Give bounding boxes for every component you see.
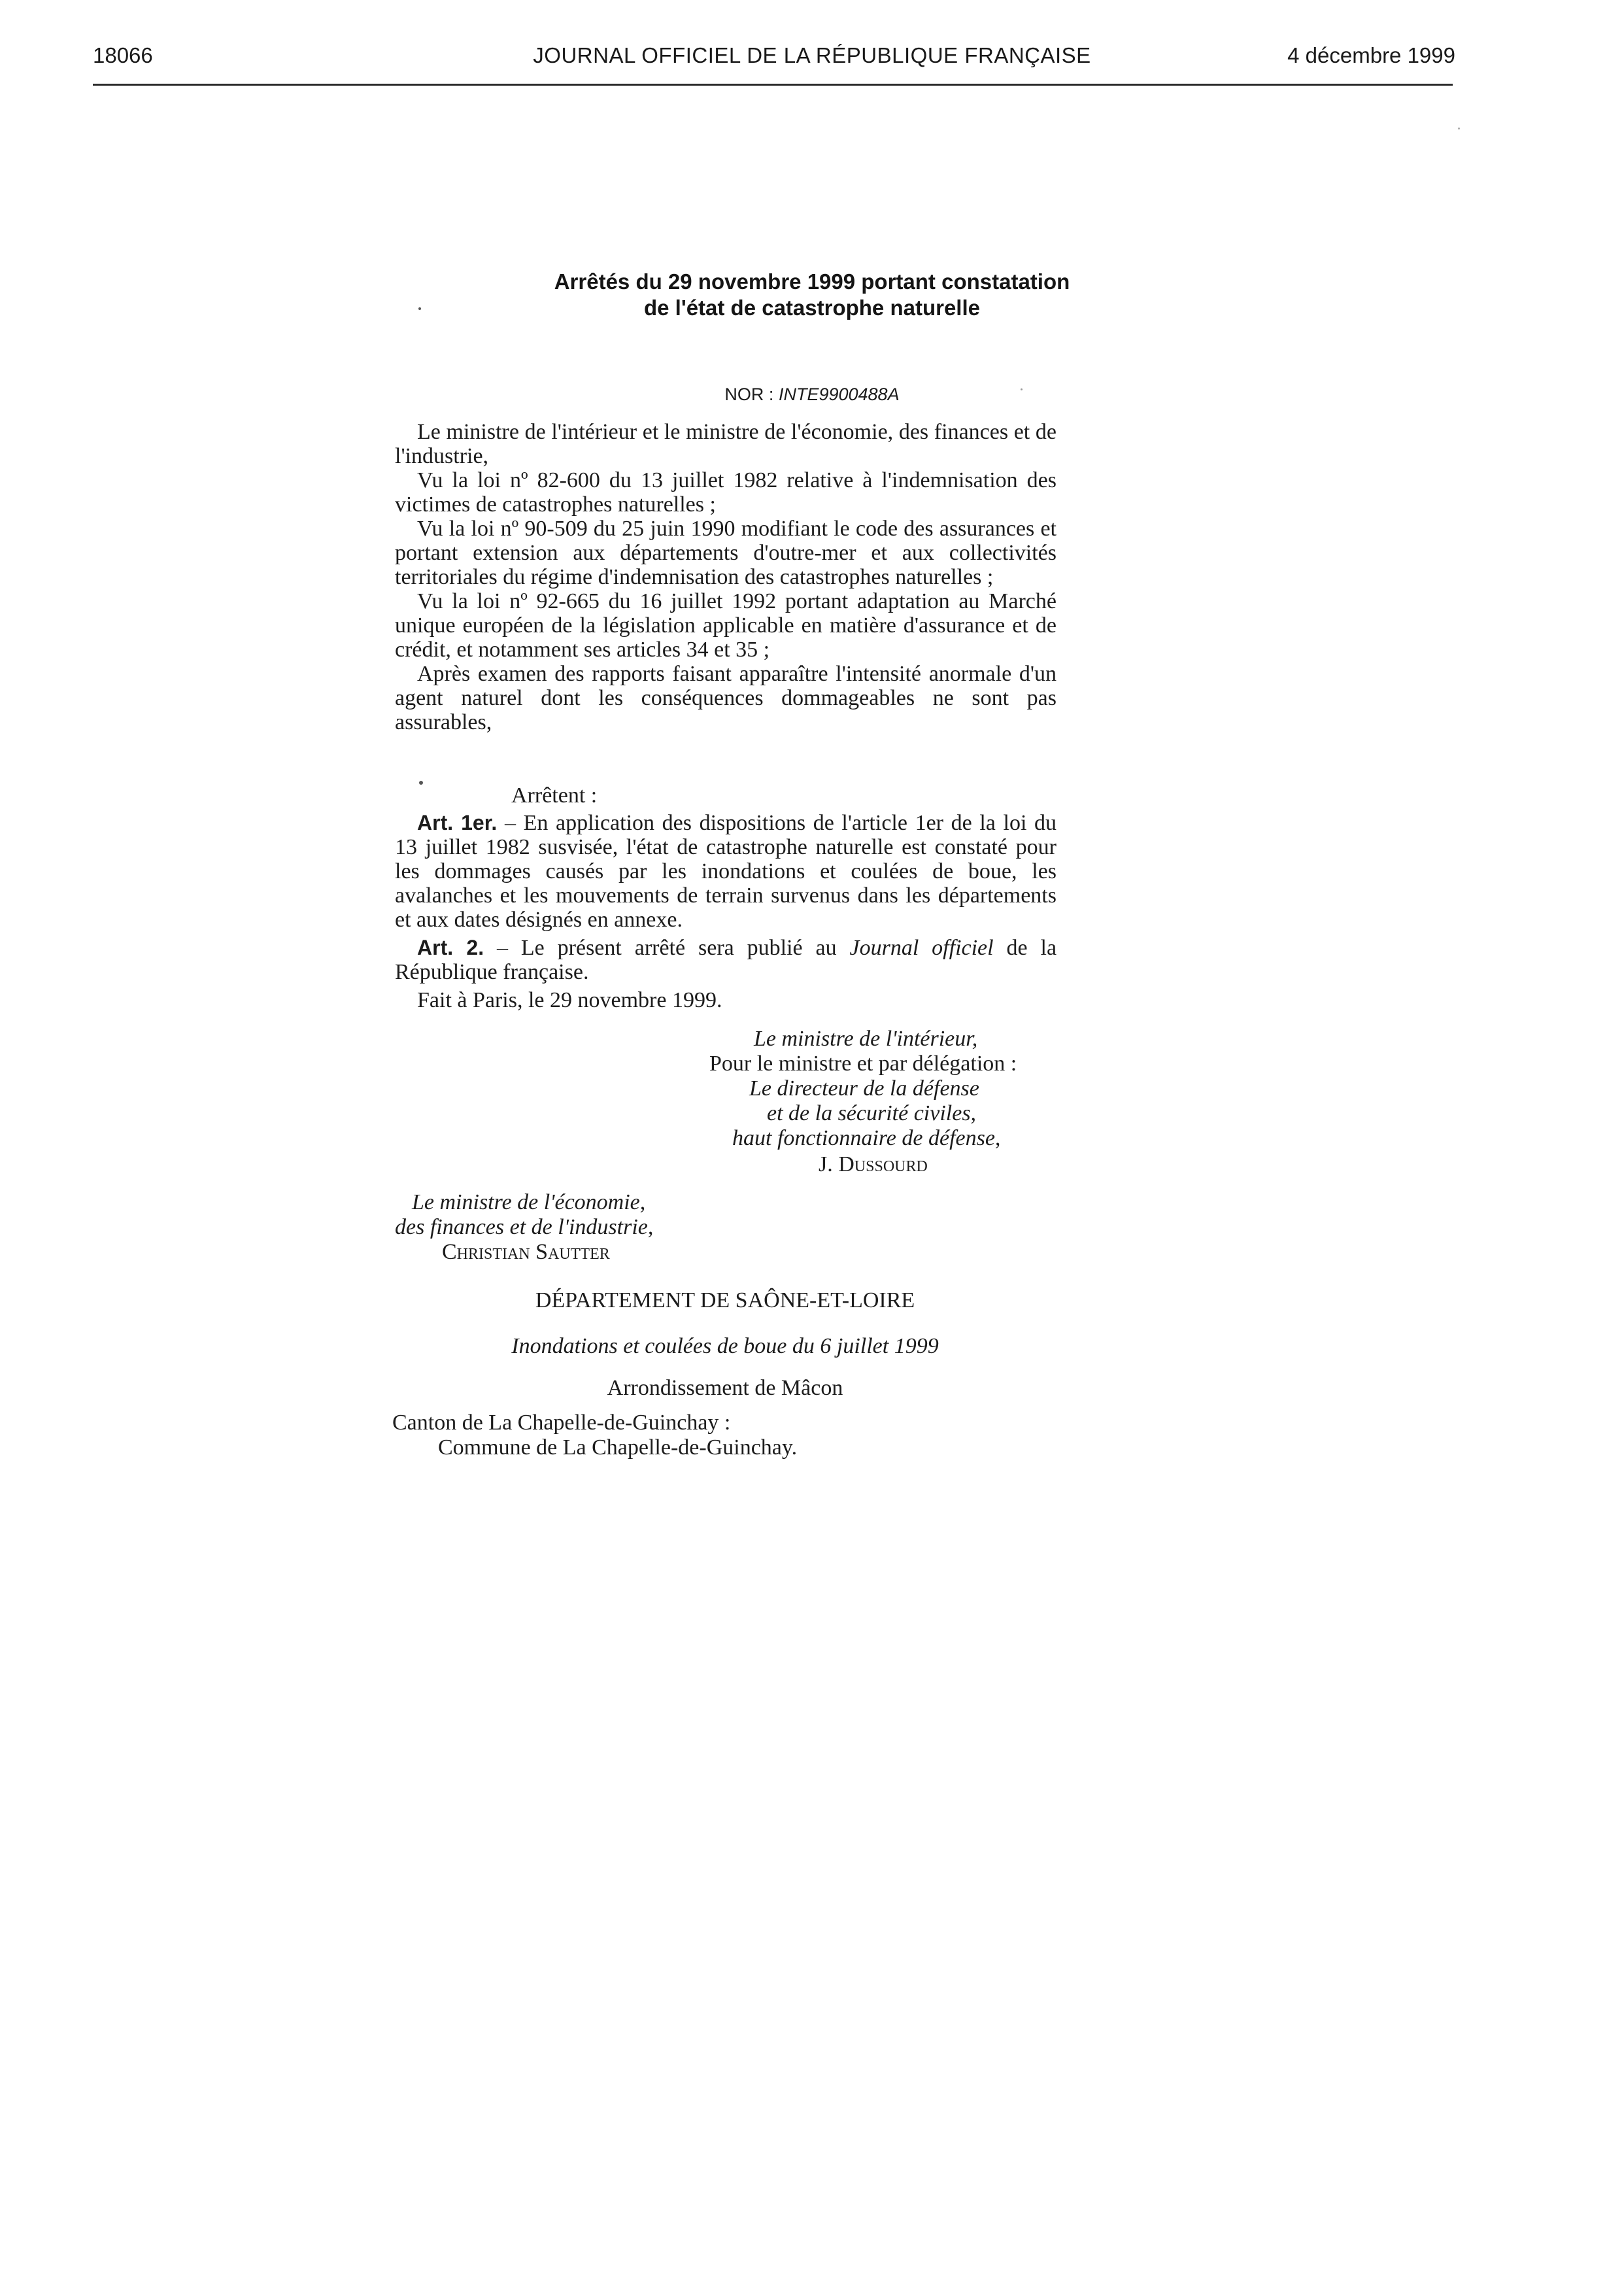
arretent-label: Arrêtent : — [511, 783, 598, 808]
page-number: 18066 — [93, 43, 153, 67]
article-1-label: Art. 1er. — [417, 811, 498, 834]
preamble-paragraph: Après examen des rapports faisant apparaître l'intensité anormale d'un agent naturel dont les conséquences dommageables ne sont pas assurables, — [395, 662, 1057, 734]
annex-arrondissement: Arrondissement de Mâcon — [607, 1376, 843, 1400]
annex-canton: Canton de La Chapelle-de-Guinchay : — [392, 1411, 731, 1435]
scan-speck — [1458, 128, 1460, 129]
decree-title-line-2: de l'état de catastrophe naturelle — [644, 296, 980, 320]
nor-label: NOR : — [724, 385, 774, 404]
scan-speck — [1021, 388, 1023, 390]
preamble-paragraph: Vu la loi nº 92-665 du 16 juillet 1992 portant adaptation au Marché unique européen de la législation applicable en matière d'assurance et de crédit, et notamment ses articles 34 et 35 ; — [395, 589, 1057, 662]
fait-a-paris: Fait à Paris, le 29 novembre 1999. — [417, 988, 722, 1012]
signature-interior-line-5: haut fonctionnaire de défense, — [732, 1126, 1001, 1150]
journal-title: JOURNAL OFFICIEL DE LA RÉPUBLIQUE FRANÇAISE — [533, 43, 1091, 67]
nor-reference — [0, 385, 1624, 405]
article-1-text: – En application des dispositions de l'article 1er de la loi du 13 juillet 1982 susvisée, l'état de catastrophe naturelle est constaté pour les dommages causés par les inondations et coulées de boue, les avalanches et les mouvements de terrain survenus dans les départements et aux dates désignés en annexe. — [395, 811, 1057, 932]
article-2-text-before: – Le présent arrêté sera publié au — [497, 936, 837, 960]
article-2 — [395, 936, 1057, 984]
annex-commune: Commune de La Chapelle-de-Guinchay. — [438, 1435, 798, 1460]
article-2-journal: Journal officiel — [849, 936, 994, 960]
scan-speck — [419, 781, 423, 785]
signature-interior-line-2: Pour le ministre et par délégation : — [709, 1052, 1017, 1076]
annex-department: DÉPARTEMENT DE SAÔNE-ET-LOIRE — [535, 1288, 915, 1312]
preamble — [395, 420, 1057, 734]
signature-interior-line-1: Le ministre de l'intérieur, — [754, 1027, 978, 1051]
signature-economy-line-2: des finances et de l'industrie, — [395, 1215, 654, 1239]
decree-title-line-1: Arrêtés du 29 novembre 1999 portant constatation — [554, 269, 1070, 294]
annex-event: Inondations et coulées de boue du 6 juillet 1999 — [511, 1334, 939, 1358]
article-2-text-after: de la République française. — [395, 936, 1057, 984]
signature-economy-line-1: Le ministre de l'économie, — [412, 1190, 646, 1214]
signature-interior-line-4: et de la sécurité civiles, — [767, 1101, 977, 1125]
article-2-label: Art. 2. — [417, 936, 484, 959]
scan-speck — [418, 307, 421, 310]
preamble-paragraph: Vu la loi nº 82-600 du 13 juillet 1982 relative à l'indemnisation des victimes de catastrophes naturelles ; — [395, 468, 1057, 517]
nor-code: INTE9900488A — [778, 385, 900, 404]
issue-date: 4 décembre 1999 — [1287, 43, 1455, 67]
articles — [395, 811, 1057, 1012]
signature-economy-name: Christian Sautter — [442, 1240, 610, 1264]
preamble-paragraph: Vu la loi nº 90-509 du 25 juin 1990 modifiant le code des assurances et portant extension aux départements d'outre-mer et aux collectivités territoriales du régime d'indemnisation des catastrophes naturelles ; — [395, 517, 1057, 589]
article-1 — [395, 811, 1057, 932]
preamble-paragraph: Le ministre de l'intérieur et le ministre de l'économie, des finances et de l'industrie, — [395, 420, 1057, 468]
header-rule — [93, 84, 1453, 86]
signature-interior-line-3: Le directeur de la défense — [749, 1076, 979, 1101]
signature-interior-name: J. Dussourd — [819, 1152, 928, 1176]
